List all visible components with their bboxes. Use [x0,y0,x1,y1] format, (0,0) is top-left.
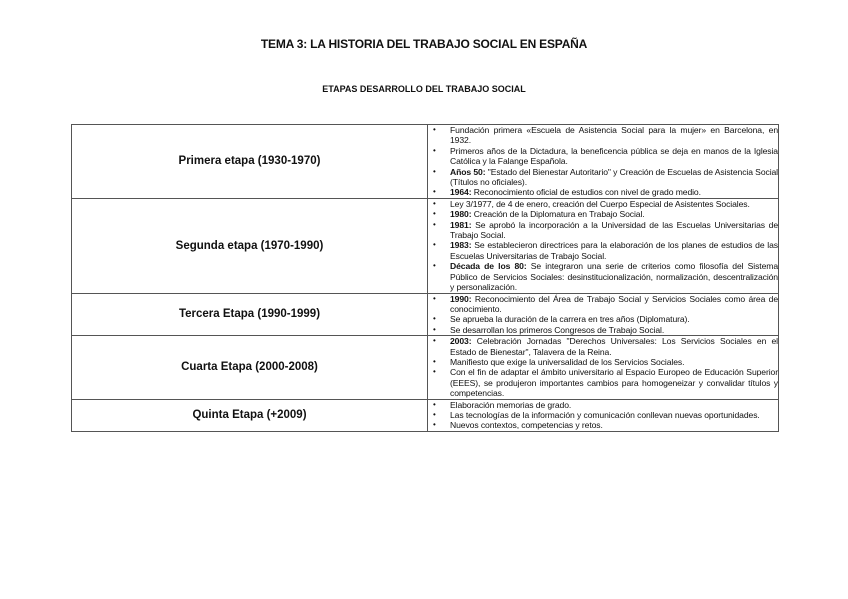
list-item [433,125,778,146]
bullet-icon: • [433,420,436,430]
list-item [433,420,778,431]
item-highlight: 1981: [450,219,472,230]
list-item [433,324,778,335]
item-text: Fundación primera «Escuela de Asistencia Social para la mujer» en Barcelona, en 1932. [450,125,778,146]
item-text: Se aprobó la incorporación a la Universidad de las Escuelas Universitarias de Trabajo Social. [450,219,778,241]
stage-name: Tercera Etapa (1990-1999) [72,293,428,336]
item-highlight: 2003: [450,336,472,347]
item-text: Reconocimiento del Área de Trabajo Social y Servicios Sociales como área de conocimiento. [450,293,778,314]
bullet-icon: • [433,324,436,334]
stage-row [72,399,779,431]
bullet-icon: • [433,356,436,366]
list-item [433,145,778,167]
item-text: Se desarrollan los primeros Congresos de Trabajo Social. [450,324,665,335]
stage-details [428,293,779,336]
item-text: Creación de la Diplomatura en Trabajo Social. [471,209,645,220]
item-text: Se integraron una serie de criterios como filosofía del Sistema Público de Servicios Sociales: desinstitucionalización, normalización, descentralización y personalización. [450,261,778,293]
bullet-icon: • [433,409,436,419]
item-text: Se establecieron directrices para la elaboración de los planes de estudios de las Escuelas Universitarias de Trabajo Social. [450,240,778,261]
item-text: Reconocimiento oficial de estudios con nivel de grado medio. [471,187,701,198]
item-text: Nuevos contextos, competencias y retos. [450,420,603,431]
stage-name: Cuarta Etapa (2000-2008) [72,336,428,399]
list-item [433,240,778,261]
item-text: "Estado del Bienestar Autoritario" y Creación de Escuelas de Asistencia Social (Títulos no oficiales). [450,166,778,188]
item-text: Manifiesto que exige la universalidad de los Servicios Sociales. [450,356,685,367]
bullet-icon: • [433,125,436,134]
stage-name: Primera etapa (1930-1970) [72,125,428,199]
list-item [433,166,778,188]
stage-bullet-list [428,199,778,293]
list-item [433,293,778,315]
list-item [433,219,778,241]
stage-details [428,198,779,293]
item-highlight: Década de los 80: [450,261,527,272]
list-item [433,336,778,357]
list-item [433,261,778,293]
item-text: Se aprueba la duración de la carrera en tres años (Diplomatura). [450,314,690,325]
stage-details [428,399,779,431]
item-highlight: Años 50: [450,166,486,177]
stage-bullet-list [428,294,778,336]
bullet-icon: • [433,314,436,324]
document-subtitle: ETAPAS DESARROLLO DEL TRABAJO SOCIAL [322,84,526,94]
item-text: Con el fin de adaptar el ámbito universitario al Espacio Europeo de Educación Superior (EEES), se produjeron importantes cambios para homogeneizar y convalidar títulos y competencias. [450,367,778,399]
stage-name: Segunda etapa (1970-1990) [72,198,428,293]
bullet-icon: • [433,240,436,250]
item-highlight: 1990: [450,293,472,304]
item-text: Primeros años de la Dictadura, la beneficencia pública se deja en manos de la Iglesia Católica y la Falange Española. [450,145,778,167]
bullet-icon: • [433,209,436,219]
bullet-icon: • [433,261,436,271]
item-text: Ley 3/1977, de 4 de enero, creación del Cuerpo Especial de Asistentes Sociales. [450,198,750,209]
list-item [433,198,778,209]
item-highlight: 1983: [450,240,472,251]
list-item [433,399,778,410]
bullet-icon: • [433,166,436,176]
item-highlight: 1980: [450,209,472,220]
stage-row [72,293,779,336]
stage-row [72,198,779,293]
bullet-icon: • [433,399,436,409]
bullet-icon: • [433,187,436,197]
bullet-icon: • [433,293,436,303]
list-item [433,409,778,420]
bullet-icon: • [433,336,436,346]
item-text: Las tecnologías de la información y comunicación conllevan nuevas oportunidades. [450,409,760,420]
item-highlight: 1964: [450,187,472,198]
item-text: Celebración Jornadas "Derechos Universales: Los Servicios Sociales en el Estado de Bienestar", Talavera de la Reina. [450,336,778,357]
document-title: TEMA 3: LA HISTORIA DEL TRABAJO SOCIAL EN ESPAÑA [260,37,588,51]
stage-details [428,336,779,399]
bullet-icon: • [433,219,436,229]
list-item [433,356,778,367]
stage-bullet-list [428,336,778,398]
stage-row [72,125,779,199]
item-text: Elaboración memorias de grado. [450,399,572,410]
list-item [433,314,778,325]
stage-bullet-list [428,400,778,431]
list-item [433,187,778,198]
stage-bullet-list [428,125,778,198]
stages-table [71,124,779,432]
stage-details [428,125,779,199]
list-item [433,367,778,399]
bullet-icon: • [433,145,436,155]
stage-name: Quinta Etapa (+2009) [72,399,428,431]
stage-row [72,336,779,399]
list-item [433,209,778,220]
bullet-icon: • [433,367,436,377]
bullet-icon: • [433,198,436,208]
